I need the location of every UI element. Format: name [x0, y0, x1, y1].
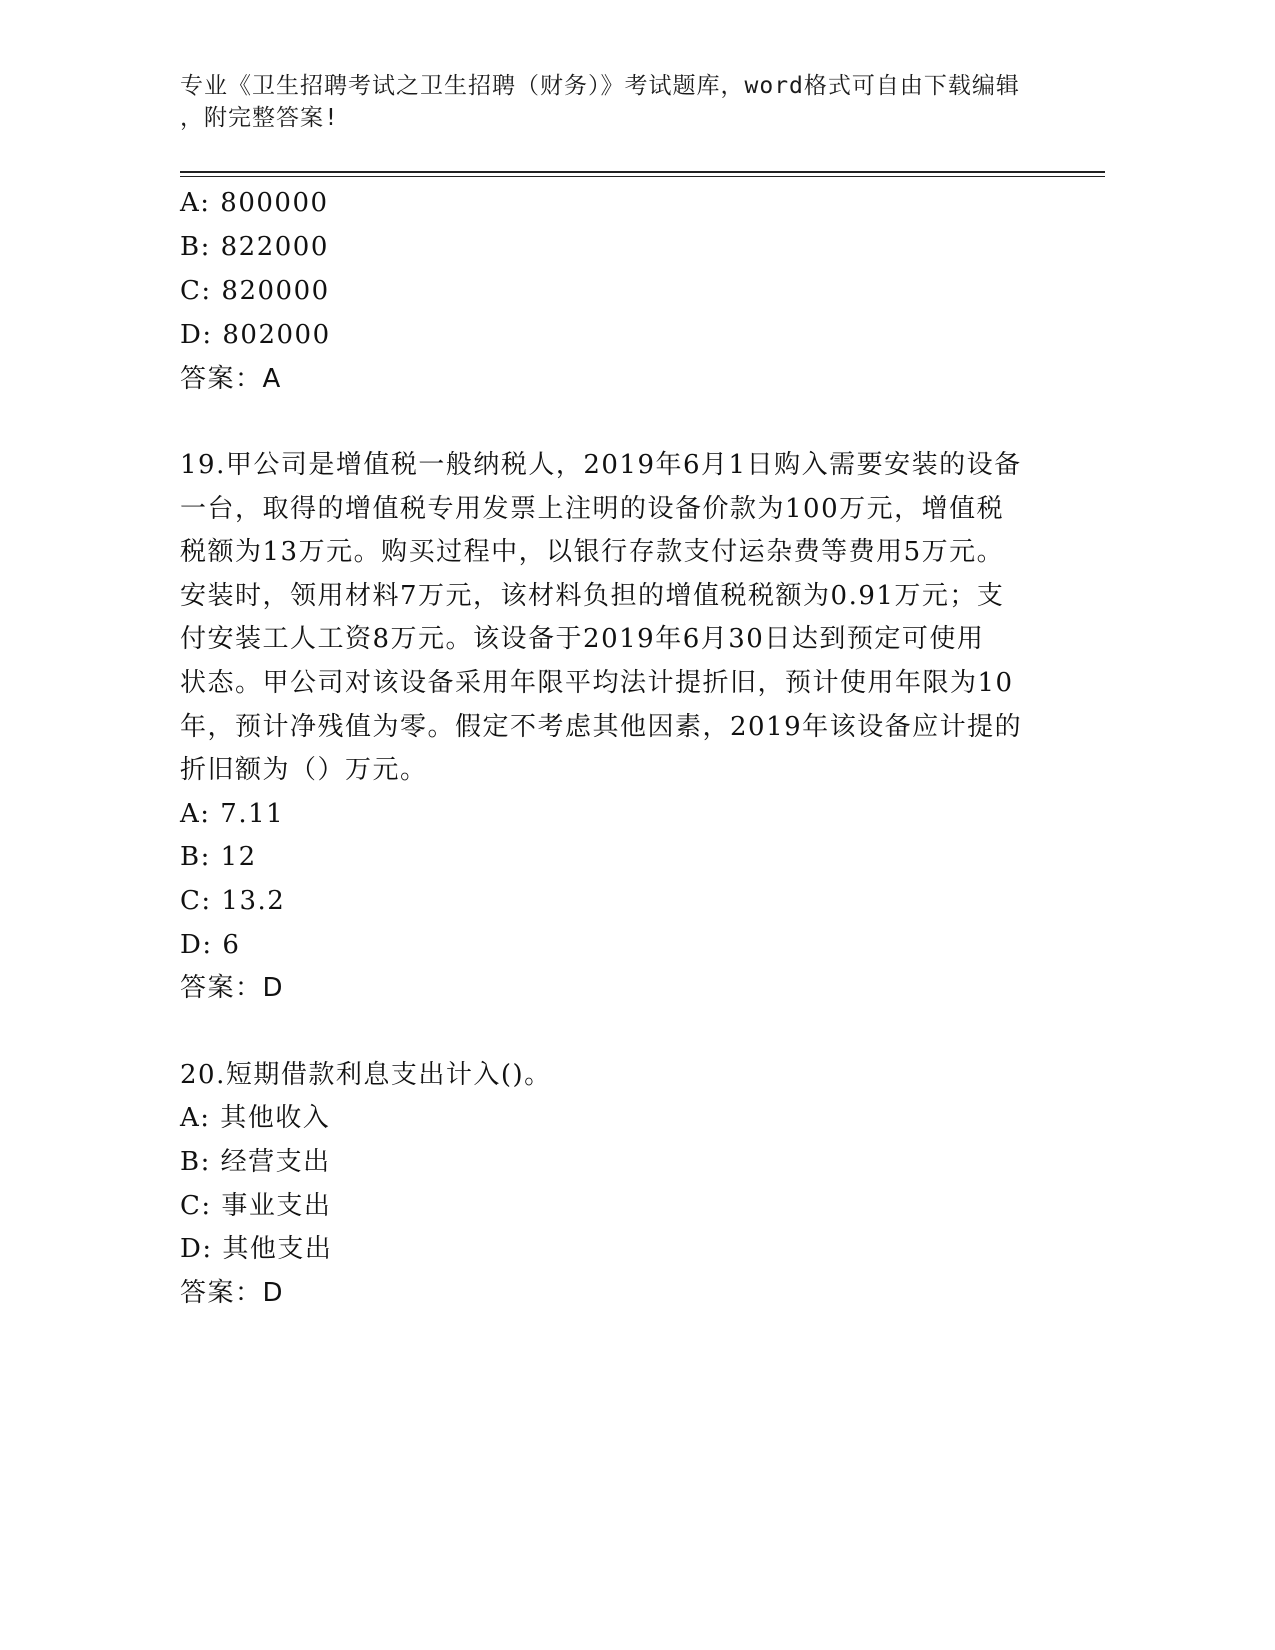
- option-b: B: 822000: [180, 232, 329, 262]
- option-c: C: 820000: [180, 276, 330, 306]
- option-c: C: 事业支出: [180, 1190, 332, 1221]
- header-divider-thin: [180, 176, 1105, 177]
- option-d: D: 6: [180, 929, 241, 960]
- spacer: [180, 1011, 1060, 1054]
- question-stem-line: 20.短期借款利息支出计入()。: [180, 1059, 552, 1090]
- question-stem-line: 折旧额为（）万元。: [180, 755, 428, 786]
- document-header: [180, 70, 1040, 134]
- question-stem-line: 一台，取得的增值税专用发票上注明的设备价款为100万元，增值税: [180, 493, 1005, 524]
- question-stem-line: 安装时，领用材料7万元，该材料负担的增值税税额为0.91万元；支: [180, 580, 1005, 611]
- question-19: [180, 444, 1060, 1011]
- option-a: A: 7.11: [180, 798, 285, 829]
- answer: 答案：A: [180, 364, 282, 394]
- answer: 答案：D: [180, 973, 285, 1004]
- option-b: B: 12: [180, 842, 257, 873]
- spacer: [180, 401, 1060, 444]
- option-c: C: 13.2: [180, 885, 286, 916]
- header-line-2: ，附完整答案!: [180, 105, 339, 131]
- option-a: A: 800000: [180, 188, 329, 218]
- option-b: B: 经营支出: [180, 1146, 331, 1177]
- question-18-options: [180, 181, 1060, 401]
- option-a: A: 其他收入: [180, 1103, 331, 1134]
- question-stem-line: 税额为13万元。购买过程中，以银行存款支付运杂费等费用5万元。: [180, 537, 1005, 568]
- question-stem-line: 19.甲公司是增值税一般纳税人，2019年6月1日购入需要安装的设备: [180, 450, 1022, 480]
- option-d: D: 其他支出: [180, 1234, 333, 1265]
- document-body: [180, 181, 1060, 1315]
- question-stem-line: 付安装工人工资8万元。该设备于2019年6月30日达到预定可使用: [180, 624, 985, 655]
- header-line-1: 专业《卫生招聘考试之卫生招聘（财务）》考试题库，word格式可自由下载编辑: [180, 73, 1020, 99]
- question-stem-line: 状态。甲公司对该设备采用年限平均法计提折旧，预计使用年限为10: [180, 667, 1014, 698]
- question-stem-line: 年，预计净残值为零。假定不考虑其他因素，2019年该设备应计提的: [180, 711, 1023, 742]
- question-20: [180, 1054, 1060, 1316]
- header-divider-thick: [180, 171, 1105, 173]
- answer: 答案：D: [180, 1277, 285, 1308]
- option-d: D: 802000: [180, 320, 331, 350]
